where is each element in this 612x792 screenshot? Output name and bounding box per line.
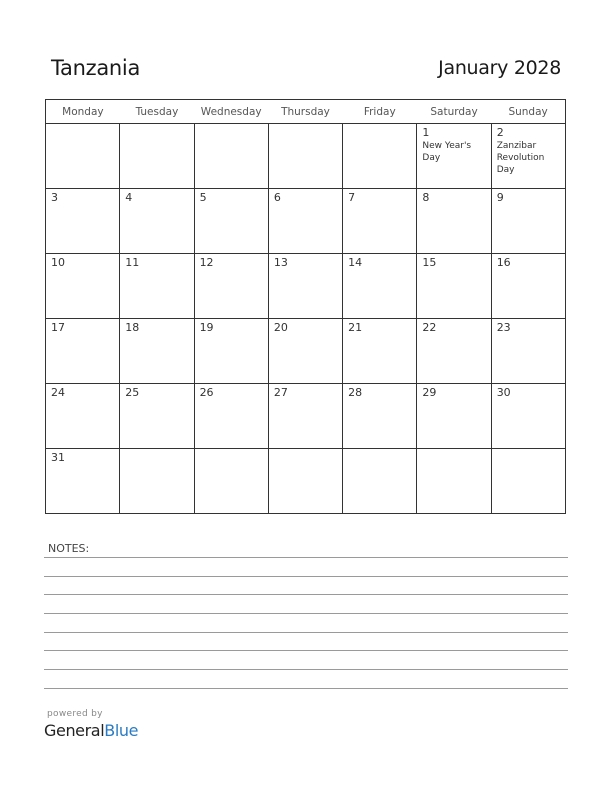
calendar-country-title: Tanzania xyxy=(51,56,141,80)
calendar-day-cell xyxy=(268,449,342,514)
calendar-day-cell xyxy=(343,319,417,384)
note-line xyxy=(44,557,568,558)
day-number: 25 xyxy=(125,386,140,399)
day-number: 18 xyxy=(125,321,140,334)
day-number: 26 xyxy=(199,386,214,399)
calendar-day-cell xyxy=(268,384,342,449)
day-number: 16 xyxy=(496,256,511,269)
calendar-day-cell xyxy=(268,254,342,319)
calendar-day-cell xyxy=(491,319,565,384)
calendar-day-cell xyxy=(417,449,491,514)
calendar-day-cell xyxy=(491,384,565,449)
calendar-week-row xyxy=(46,319,566,384)
day-number: 31 xyxy=(51,451,65,464)
brand-name-part2: Blue xyxy=(104,721,139,740)
calendar-week-row xyxy=(46,189,566,254)
weekday-header: Thursday xyxy=(268,100,342,124)
calendar-day-cell xyxy=(343,449,417,514)
day-number: 3 xyxy=(51,191,58,204)
calendar-day-cell xyxy=(194,319,268,384)
day-number: 22 xyxy=(422,321,437,334)
day-number: 11 xyxy=(125,256,140,269)
calendar-day-cell xyxy=(120,449,194,514)
day-number: 12 xyxy=(199,256,214,269)
day-number: 4 xyxy=(125,191,133,204)
calendar-day-cell xyxy=(46,189,120,254)
note-line xyxy=(44,650,568,651)
day-number: 15 xyxy=(422,256,437,269)
calendar-day-cell xyxy=(268,124,342,189)
calendar-day-cell xyxy=(417,189,491,254)
day-number: 30 xyxy=(496,386,511,399)
calendar-day-cell xyxy=(46,319,120,384)
calendar-day-cell xyxy=(417,319,491,384)
day-number: 23 xyxy=(496,321,511,334)
calendar-day-cell xyxy=(120,319,194,384)
day-number: 10 xyxy=(51,256,65,269)
calendar-day-cell xyxy=(491,254,565,319)
day-number: 5 xyxy=(199,191,207,204)
calendar-day-cell xyxy=(46,384,120,449)
calendar-week-row xyxy=(46,449,566,514)
calendar-day-cell xyxy=(417,384,491,449)
weekday-header: Monday xyxy=(46,100,120,124)
powered-by-text: powered by xyxy=(47,709,103,719)
day-number: 24 xyxy=(51,386,65,399)
calendar-day-cell xyxy=(46,254,120,319)
note-line xyxy=(44,594,568,595)
calendar-day-cell xyxy=(194,254,268,319)
calendar-week-row xyxy=(46,384,566,449)
note-line xyxy=(44,669,568,670)
day-number: 19 xyxy=(199,321,214,334)
day-number: 2 xyxy=(496,126,504,139)
weekday-header: Friday xyxy=(343,100,417,124)
day-number: 8 xyxy=(422,191,430,204)
calendar-grid xyxy=(45,99,566,514)
day-number: 21 xyxy=(348,321,363,334)
note-line xyxy=(44,632,568,633)
calendar-day-cell xyxy=(491,189,565,254)
day-number: 1 xyxy=(422,126,430,139)
calendar-day-cell xyxy=(343,384,417,449)
day-number: 27 xyxy=(273,386,288,399)
brand-logo[interactable] xyxy=(44,721,138,740)
calendar-day-cell xyxy=(120,254,194,319)
day-number: 9 xyxy=(496,191,504,204)
weekday-header: Saturday xyxy=(417,100,491,124)
weekday-header-row xyxy=(46,100,566,124)
calendar-week-row xyxy=(46,124,566,189)
day-number: 13 xyxy=(273,256,288,269)
calendar-day-cell xyxy=(46,124,120,189)
calendar-day-cell xyxy=(120,124,194,189)
calendar-day-cell xyxy=(343,189,417,254)
note-line xyxy=(44,576,568,577)
calendar-day-cell xyxy=(268,319,342,384)
calendar-day-cell xyxy=(194,384,268,449)
holiday-label: Zanzibar Revolution Day xyxy=(496,141,545,175)
calendar-day-cell xyxy=(343,254,417,319)
calendar-month-title: January 2028 xyxy=(438,57,561,79)
brand-name-part1: General xyxy=(44,721,105,740)
note-line xyxy=(44,688,568,689)
calendar-day-cell xyxy=(194,189,268,254)
day-number: 17 xyxy=(51,321,65,334)
calendar-day-cell xyxy=(417,254,491,319)
calendar-body xyxy=(46,124,566,514)
holiday-label: New Year's Day xyxy=(422,141,472,163)
weekday-header: Tuesday xyxy=(120,100,194,124)
day-number: 29 xyxy=(422,386,437,399)
calendar-day-cell xyxy=(491,124,565,189)
day-number: 20 xyxy=(273,321,288,334)
day-number: 7 xyxy=(348,191,356,204)
calendar-week-row xyxy=(46,254,566,319)
calendar-day-cell xyxy=(120,384,194,449)
notes-label: NOTES: xyxy=(48,542,90,555)
weekday-header: Wednesday xyxy=(194,100,268,124)
calendar-day-cell xyxy=(417,124,491,189)
calendar-day-cell xyxy=(343,124,417,189)
calendar-day-cell xyxy=(120,189,194,254)
calendar-day-cell xyxy=(194,449,268,514)
calendar-day-cell xyxy=(194,124,268,189)
weekday-header: Sunday xyxy=(491,100,565,124)
day-number: 28 xyxy=(348,386,363,399)
note-line xyxy=(44,613,568,614)
calendar-day-cell xyxy=(491,449,565,514)
calendar-day-cell xyxy=(46,449,120,514)
calendar-day-cell xyxy=(268,189,342,254)
day-number: 14 xyxy=(348,256,363,269)
day-number: 6 xyxy=(273,191,281,204)
